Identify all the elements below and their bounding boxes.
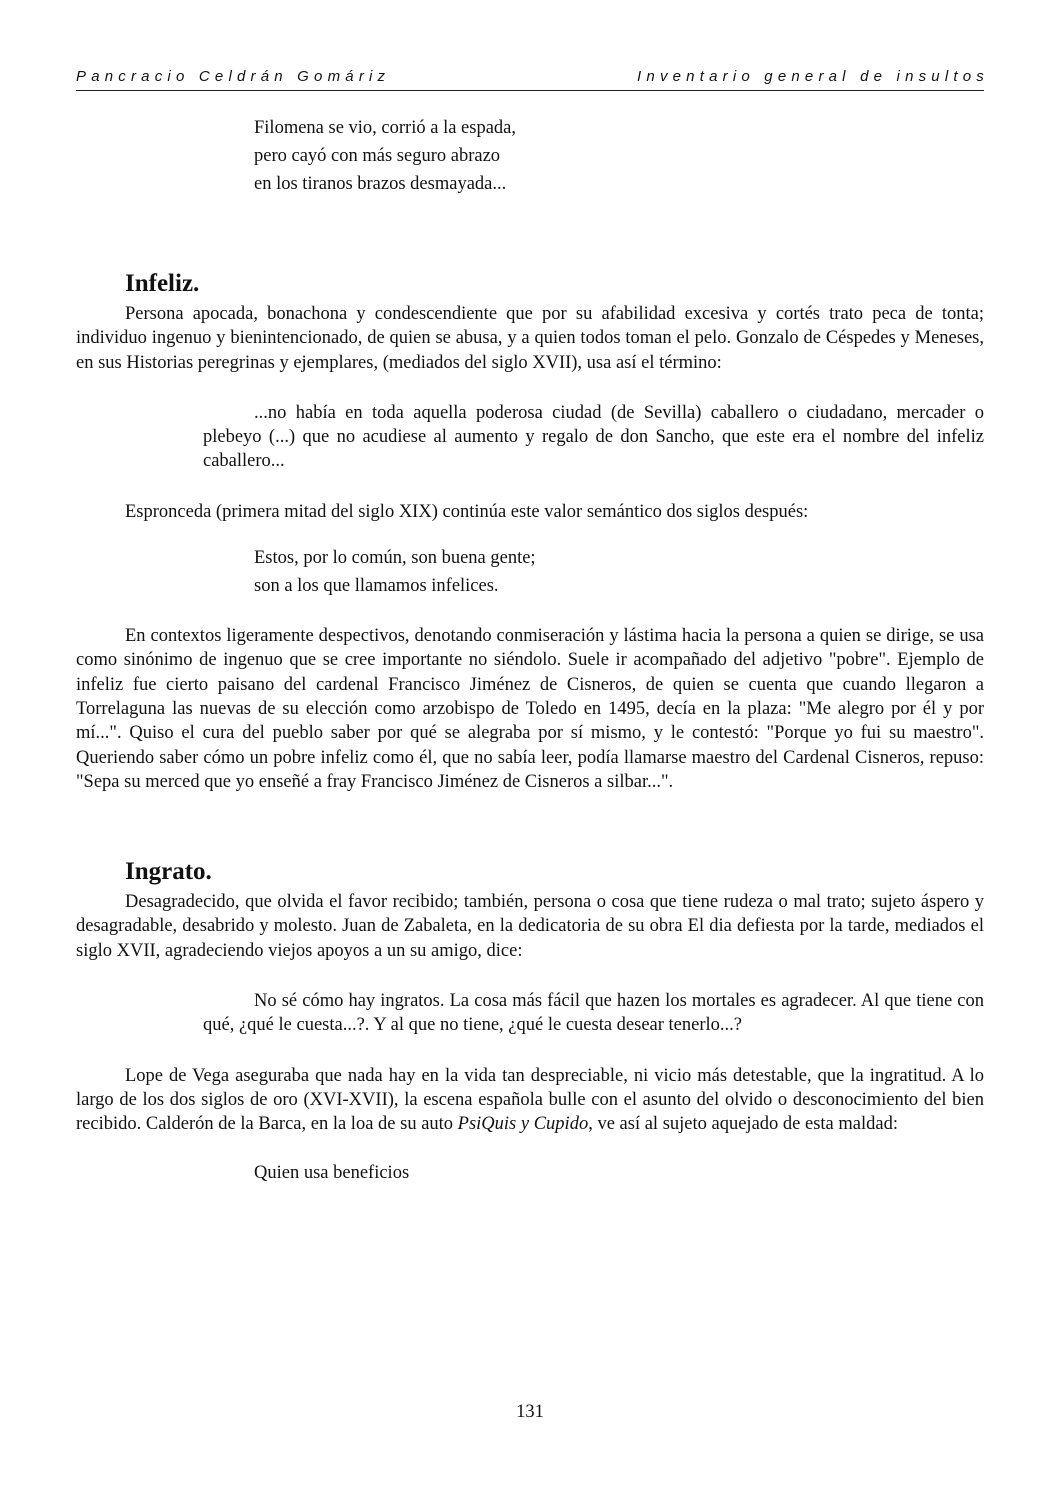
page-body — [76, 110, 984, 1187]
verse-line: pero cayó con más seguro abrazo — [254, 146, 501, 166]
ingrato-paragraph-1: Desagradecido, que olvida el favor recibido; también, persona o cosa que tiene rudeza o mal trato; sujeto áspero y desagradable, desabrido y molesto. Juan de Zabaleta, en la dedicatoria de su obra El dia defiesta por la tarde, mediados el siglo XVII, agradeciendo viejos apoyos a un su amigo, dice: — [76, 892, 984, 961]
ingrato-paragraph-2 — [76, 1064, 984, 1137]
work-title-italic: PsiQuis y Cupido — [457, 1114, 589, 1135]
ingrato-quote-zabaleta: No sé cómo hay ingratos. La cosa más fácil que hazen los mortales es agradecer. Al que tiene con qué, ¿qué le cuesta...?. Y al que no tiene, ¿qué le cuesta desear tenerlo...? — [203, 991, 984, 1036]
verse-line: Quien usa beneficios — [254, 1162, 410, 1183]
verse-filomena — [254, 114, 984, 198]
infeliz-paragraph-3: En contextos ligeramente despectivos, denotando conmiseración y lástima hacia la persona a quien se dirige, se usa como sinónimo de ingenuo que se cree importante no siéndolo. Suele ir acompañado del adjetivo "pobre". Ejemplo de infeliz fue cierto paisano del cardenal Francisco Jiménez de Cisneros, de quien se cuenta que cuando llegaron a Torrelaguna las nuevas de su elección como arzobispo de Toledo en 1495, decía en la plaza: "Me alegro por él y por mí...". Quiso el cura del pueblo saber por qué se alegraba por sí mismo, y le contestó: "Porque yo fui su maestro". Queriendo saber cómo un pobre infeliz como él, que no sabía leer, podía llamarse maestro del Cardenal Cisneros, repuso: "Sepa su merced que yo enseñé a fray Francisco Jiménez de Cisneros a silbar...". — [76, 626, 984, 792]
verse-espronceda — [254, 544, 984, 600]
infeliz-paragraph-1: Persona apocada, bonachona y condescendiente que por su afabilidad excesiva y cortés trato peca de tonta; individuo ingenuo y bienintencionado, de quien se abusa, y a quien todos toman el pelo. Gonzalo de Céspedes y Meneses, en sus Historias peregrinas y ejemplares, (mediados del siglo XVII), usa así el término: — [76, 304, 984, 373]
header-book-title: Inventario general de insultos — [637, 68, 989, 85]
entry-heading-infeliz: Infeliz. — [125, 270, 200, 297]
text-run: Lope de Vega aseguraba que nada hay en la vida tan despreciable, ni vicio más detestable, que la ingratitud. A lo largo de los dos siglos de oro (XVI-XVII), la escena española bulle con el asunto del olvido o desconocimiento del bien recibido. Calderón de la Barca, en la loa de su auto — [76, 1065, 984, 1135]
entry-heading-ingrato: Ingrato. — [125, 858, 212, 886]
page-number: 131 — [516, 1402, 544, 1422]
verse-line: Estos, por lo común, son buena gente; — [254, 548, 536, 569]
header-author: Pancracio Celdrán Gomáriz — [76, 68, 391, 85]
infeliz-quote-cespedes: ...no había en toda aquella poderosa ciudad (de Sevilla) caballero o ciudadano, mercader o plebeyo (...) que no acudiese al aumento y regalo de don Sancho, que este era el nombre del infeliz caballero... — [203, 402, 984, 472]
verse-line: en los tiranos brazos desmayada... — [254, 174, 507, 194]
verse-line: son a los que llamamos infelices. — [254, 576, 499, 597]
verse-line: Filomena se vio, corrió a la espada, — [254, 118, 516, 138]
infeliz-paragraph-2: Espronceda (primera mitad del siglo XIX) continúa este valor semántico dos siglos después: — [125, 501, 809, 522]
text-run: , ve así al sujeto aquejado de esta maldad: — [588, 1114, 898, 1135]
running-header — [76, 68, 989, 91]
verse-calderon — [254, 1159, 984, 1187]
